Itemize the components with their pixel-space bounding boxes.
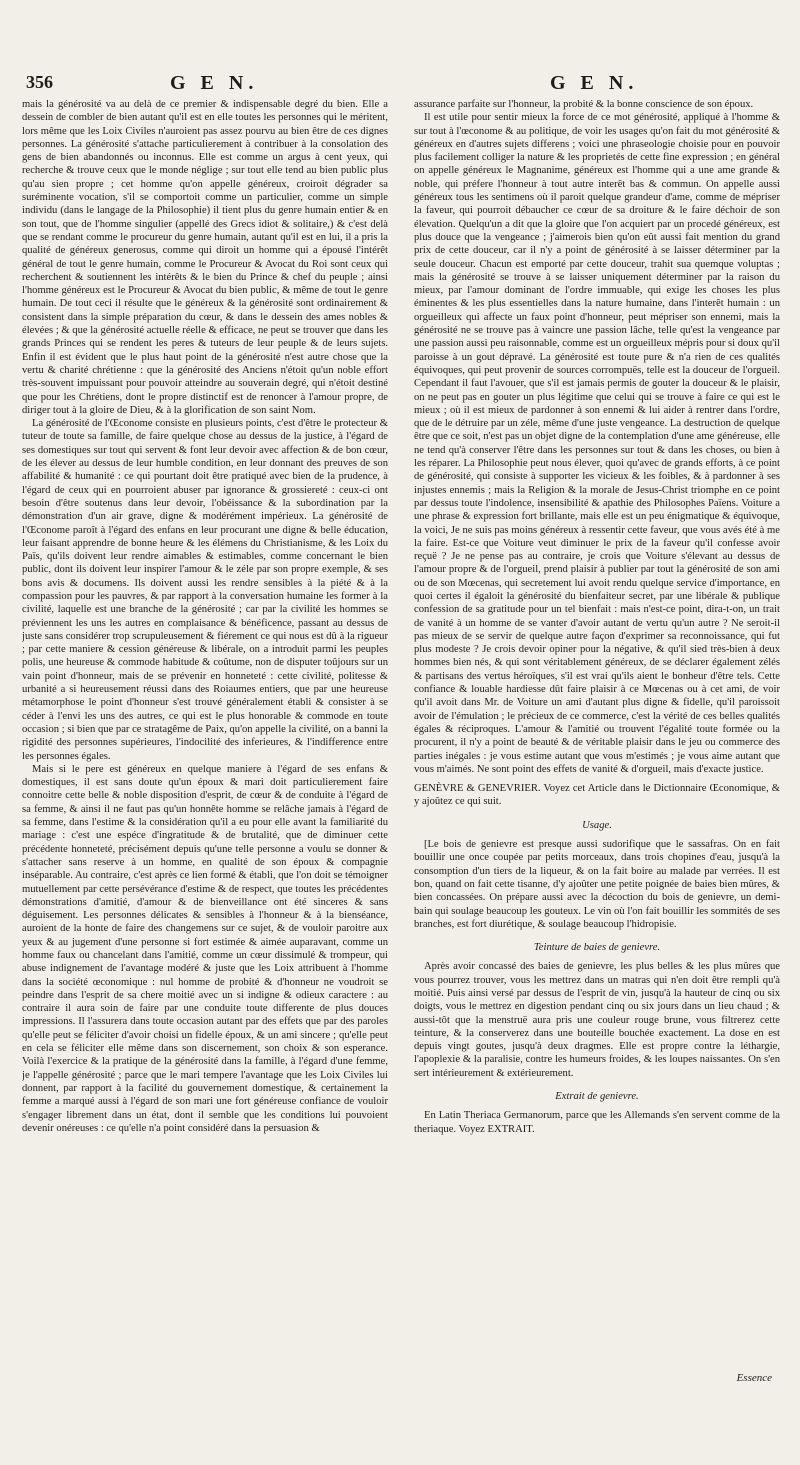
paragraph: La générosité de l'Œconome consiste en plusieurs points, c'est d'être le protecteur & tuteur de toute sa famille, de faire quelque chose au dessus de la justice, à l'égard de ses domestiques sur tout qui servent & font leur devoir avec affection & de bon cœur, de les élever au dessus de leur humble condition, en leur donnant des preuves de son affabilité & humanité : ce qui pourtant doit être pratiqué avec bien de la prudence, à l'égard de ceux qui en pourroient abuser par ignorance & grossiereté : ceux-ci ont besoin d'être soutenus dans leur devoir, l'obéissance & la subordination par la démonstration d'un air grave, digne & modérément impérieux. La générosité de l'Œconome paroît à l'égard des enfans en leur procurant une digne & belle éducation, leur faisant apprendre de bonne heure & les élémens du Christianisme, & les Loix du Païs, qu'ils doivent leur rendre aimables & estimables, comme concernant le bien public, dont ils doivent leur inspirer l'amour & le zéle par son propre exemple, & ses bons avis & documens. Ils doivent aussi les rendre sensibles à la piété & à la compassion pour les pauvres, & par rapport à la conversation humaine les former à la civilité, laquelle est une branche de la générosité ; car par la civilité les hommes se préviennent les uns les autres en complaisance & bénéficence, passant au dessus de juste sans considérer trop scrupuleusement & fiérement ce qui nous est dû à la rigueur ; par cette maniere & cession généreuse & libérale, on a introduit parmi les peuples polis, une heureuse & commode habitude & coûtume, non de disputer toûjours sur un vain point d'honneur, mais de se prévenir en honneteté : cette civilité, politesse & urbanité a si heureusement réussi dans des Roiaumes entiers, que par une heureuse métamorphose le point d'honneur s'est trouvé généralement établi & consister à se céder à l'envi les uns des autres, ce qui est le plus honorable & commode en toute occasion ; si bien que par ce stratagême de Paix, qu'on appelle la civilité, on a banni la rigidité des personnes supérieures, l'indocilité des inferieures, & l'indifference entre les personnes égales. [22,418,388,762]
paragraph: mais la générosité va au delà de ce premier & indispensable degré du bien. Elle a dessein de combler de bien autant qu'il est en elle toutes les personnes qui le méritent, lors même que les Loix Civiles n'auroient pas assez pourvu au bien être de ces dignes personnes. La générosité s'attache particulierement à contribuer à la consolation des gens de bien abandonnés ou inconnus. Elle est comme un argus à cent yeux, qui recherche & trouve ceux que le monde néglige ; sur tout elle tend au bien public plus qu'au sien propre ; cet homme qu'on appelle généreux, croiroit dégrader sa suréminente vocation, s'il se comportoit comme un particulier, comme un simple individu (dans le langage de la Philosophie) il tient plus du genre humain entier & en son tout, que de l'homme singulier (appellé des Grecs idiot & solitaire,) & c'est delà que se rendant comme le procureur du genre humain, autant qu'il est en lui, il a pris la qualité de généreux generosus, comme qui diroit un homme qui a épousé l'intérêt général de tout le genre humain, comme le Procureur & Avocat du Roi sont ceux qui recherchent & soutiennent les intérêts & le bien du Prince & chef du peuple ; ainsi l'homme généreux est le Procureur & Avocat du bien public, & même de tout le genre humain. De tout ceci il résulte que le généreux & la générosité sont ordinairement & consistent dans la simple préparation du cœur, & dans le dessein des ames nobles & élevées ; & que la générosité actuelle réelle & efficace, ne peut se trouver que dans les grands Princes qui se rendent les peres & tuteurs de leur peuple & de leurs sujets. Enfin il est évident que le plus haut point de la générosité n'est autre chose que la vertu & charité chrétienne : que la générosité des Anciens n'étoit qu'un noble effort très-souvent impuissant pour pouvoir atteindre au souverain degré, qui n'étoit destiné que pour les Chrétiens, dont le propre distinctif est de renoncer à l'amour propre, de diriger tout à la gloire de Dieu, & à la glorification de son saint Nom. [22,99,388,416]
page-number: 356 [26,72,53,92]
section-heading-extrait: Extrait de genievre. [555,1091,639,1103]
paragraph: assurance parfaite sur l'honneur, la probité & la bonne conscience de son époux. [414,99,754,110]
extrait-text: En Latin Theriaca Germanorum, parce que les Allemands s'en servent comme de la theriaque. Voyez EXTRAIT. [414,1110,780,1135]
usage-text: [Le bois de genievre est presque aussi sudorifique que le sassafras. On en fait bouillir une once coupée par petits morceaux, dans trois chopines d'eau, jusqu'à la consomption d'un tiers de la liqueur, & on la fait boire au malade par verrées. Il est bon, quand on fait cette tisanne, d'y ajoûter une petite poignée de baies bien mûres, & bien concassées. On prépare aussi avec la décoction du bois de genievre, un demi-bain qui soulage beaucoup les gouteux. Le vin où l'on fait bouillir les sommités de ses branches, est fort diurétique, & soulage beaucoup l'hidropisie. [414,839,780,930]
left-column [22,98,388,1438]
running-head-left: G E N. [170,72,259,94]
catchword: Essence [736,1372,772,1384]
paragraph: Il est utile pour sentir mieux la force de ce mot générosité, appliqué à l'homme & sur tout à l'œconome & au politique, de voir les usages qu'on fait du mot générosité & généreux en d'autres sujets differens ; voici une phraseologie choisie pour en pouvoir plus facilement colliger la nature & les proprietés de cette fine expression ; en général on appelle généreux le Magnanime, généreux est l'homme qui a une ame grande & noble, qui préfere l'honneur à tout autre interêt bas & commun. On appelle aussi généreux tous les sentimens où il paroit quelque grandeur d'ame, comme de mépriser la faveur, qui pourroit débaucher ce cœur de sa droiture & le faire déchoir de son élevation. Quelqu'un a dit que la gloire que l'on acquiert par un procedé généreux, est plus douce que la vengeance ; j'aimerois bien qu'on eût aussi fait mention du grand prix de cette douceur, car il n'y a point de générosité à se laisser déterminer par la seule douceur. Chacun est emporté par cette douceur, trahit sua quemque voluptas ; mais la générosité se trouve à se laisser uniquement déterminer par la raison du mieux, par l'amour dominant de l'ordre immuable, qui exige les choses les plus éminentes & les plus essentielles dans la nature humaine, dans l'interêt humain : un orgueilleux qui affecte un faux point d'honneur, peut mépriser son ennemi, mais la générosité ne se trouve pas à vaincre une passion lâche, telle qu'est la vengeance par une passion aussi peu raisonnable, comme est un orgueilleux mépris pour si doux qu'il paroisse à un gout dépravé. La générosité est toute pure & n'a rien de ces qualités équivoques, qui peut provenir de sources corrompuës, telle est la douceur de l'orgueil. Cependant il faut l'avouer, que s'il est jamais permis de gouter la douceur & le plaisir, on ne peut pas en gouter un plus légitime que celui qui se trouve à faire ce qui est le mieux ; où il est mieux de pardonner à son ennemi & lui aider à rentrer dans l'ordre, que de le détruire par un zéle, même d'une juste vengeance. La destruction de quelque être que ce soit, n'est pas un objet digne de la contemplation d'une ame généreuse, elle ne tend qu'à conserver l'être dans les personnes sur tout & dans les choses, ou bien à les réparer. La Philosophie peut nous élever, quoi qu'avec de grands efforts, à ce point de générosité, qui consiste à supporter les vicieux & les foibles, & à pardonner à ses injustes ennemis ; mais la Religion & la morale de Jesus-Christ triomphe en ce point par dessus toute l'indolence, insensibilité & apathie des Philosophes Païens. Voiture a une phrase & expression fort brillante, mais elle est un peu énigmatique & équivoque, la voici, Je ne suis pas moins généreux à ressentir cette faveur, que vous avés été à me la faire. Est-ce que Voiture veut diminuer le prix de la faveur qu'il confesse avoir reçuë ? Je ne pense pas au contraire, je crois que Voiture s'élevant au dessus de l'amour propre & de l'orgueil, prend plaisir à publier par tout la générosité de son ami ou de son Mœcenas, qui secretement lui avoit rendu quelque service d'importance, en quoi certes il égaloit la générosité du bienfaiteur secret, par une libérale & publique confession de sa gratitude pour un tel bienfait : mais n'est-ce point, dira-t-on, un trait de vanité à un homme de se vanter d'avoir autant de vertu qu'un autre ? Ne seroit-il pas mieux de se servir de quelque autre façon d'exprimer sa reconnoissance, qui fut plus modeste ? Je crois devoir opiner pour la négative, & qu'il sied très-bien à deux hommes bien nés, & qui sont véritablement généreux, de se déclarer également zélés & partisans des vertus héroïques, s'il est vrai qu'ils aient le bonheur d'être tels. Cette confiance & louable hardiesse dût faire plaisir à ce Mœcenas ou à cet ami, de voir qu'il avoit dans Mr. de Voiture un ami d'autant plus digne & fidelle, qu'il paroissoit avoir de l'émulation ; le précieux de ce commerce, c'est la vérité de ces belles qualités égales & réciproques. L'amour & l'amitié ou trouvent l'égalité toute formée ou la procurent, il n'y a point de beauté & de véritable plaisir dans le jeu ou commerce des parties inégales : je vous estime autant que vous m'estimés ; je vous aime autant que vous m'aimés. Ne sont point des effets de vanité & d'orgueil, mais d'exacte justice. [414,112,780,775]
entry-genevre: GENÈVRE & GENEVRIER. Voyez cet Article dans le Dictionnaire Œconomique, & y ajoûtez ce qui suit. [414,783,780,808]
running-head-right: G E N. [550,72,639,94]
paragraph: Mais si le pere est généreux en quelque maniere à l'égard de ses enfans & domestiques, il est sans doute qu'un époux & mari doit particulierement faire connoitre cette belle & noble disposition d'esprit, de cœur & de conduite à l'égard de sa femme, & ainsi il ne faut pas qu'un honnête homme se relâche jamais à l'égard de sa femme, dans l'estime & la considération qu'il a eu pour elle avant la familiarité du mariage : c'est une espéce d'ingratitude & de brutalité, que de diminuer cette précédente honneteté, précisément depuis qu'une telle personne a voulu se donner & s'attacher sans reserve à un homme, en qualité de son époux & compagnie inséparable. Au contraire, c'est après ce lien formé & établi, que l'on doit se témoigner mutuellement par cette persévérance d'estime & de respect, que toutes les précédentes démonstrations d'amitié, d'amour & de bienveillance ont été sinceres & sans déguisement. Les personnes délicates & sensibles à l'honneur & à la bienséance, auroient de la honte de faire des changemens sur ce sujet, & de vouloir paroitre aux yeux & au jugement d'une personne si fort estimée & aimée auparavant, comme un homme faux ou chancelant dans l'amitié, comme un cœur dissimulé & trompeur, qui abuse indignement de l'avantage modéré & juste que les Loix attribuent à l'homme dans la société œconomique : nul homme de probité & d'honneur ne voudroit se peindre dans l'esprit de sa chere moitié avec un si indigne & odieux caractere : au contraire il aura soin de faire par une conduite toute differente de plus douces impressions. Il l'assurera dans toute occasion autant par des effets que par des paroles qu'elle peut se féliciter d'avoir choisi un fidelle époux, & un ami sincere ; qu'elle peut en cela se féliciter elle même dans son discernement, son choix & son esperance. Voilà l'exercice & la pratique de la générosité dans la famille, à l'égard d'une femme, je l'appelle générosité ; parce que le mari tempere l'avantage que les Loix Civiles lui donnent, par rapport à la facilité du gouvernement domestique, & certainement la femme a marqué aussi à l'égard de son mari une fort généreuse confiance de vouloir s'engager librement dans un état, dont il semble que les conditions lui pouvoient devenir onéreuses : ce qu'elle n'a point considéré dans la persuasion & [22,763,388,1134]
section-heading-teinture: Teinture de baies de genievre. [533,942,661,954]
section-heading-usage: Usage. [582,819,612,831]
right-column [414,98,780,1438]
teinture-text: Après avoir concassé des baies de genievre, les plus belles & les plus mûres que vous pourrez trouver, vous les mettrez dans un matras qui n'en doit être rempli qu'à moitié. Puis ainsi versé par dessus de l'esprit de vin, jusqu'à la hauteur de cinq ou six doigts, vous le mettrez en digestion pendant cinq ou six jours dans un lieu chaud ; & aussi-tôt que la menstruë aura pris une couleur rouge brune, vous filtrerez cette teinture, & la conserverez dans une bouteille bouchée exactement. La dose en est depuis vingt goutes, jusqu'à deux dragmes. Elle est propre contre la léthargie, l'apoplexie & la paralisie, contre les humeurs froides, & les loupes naissantes. On s'en sert intérieurement & extérieurement. [414,961,780,1079]
